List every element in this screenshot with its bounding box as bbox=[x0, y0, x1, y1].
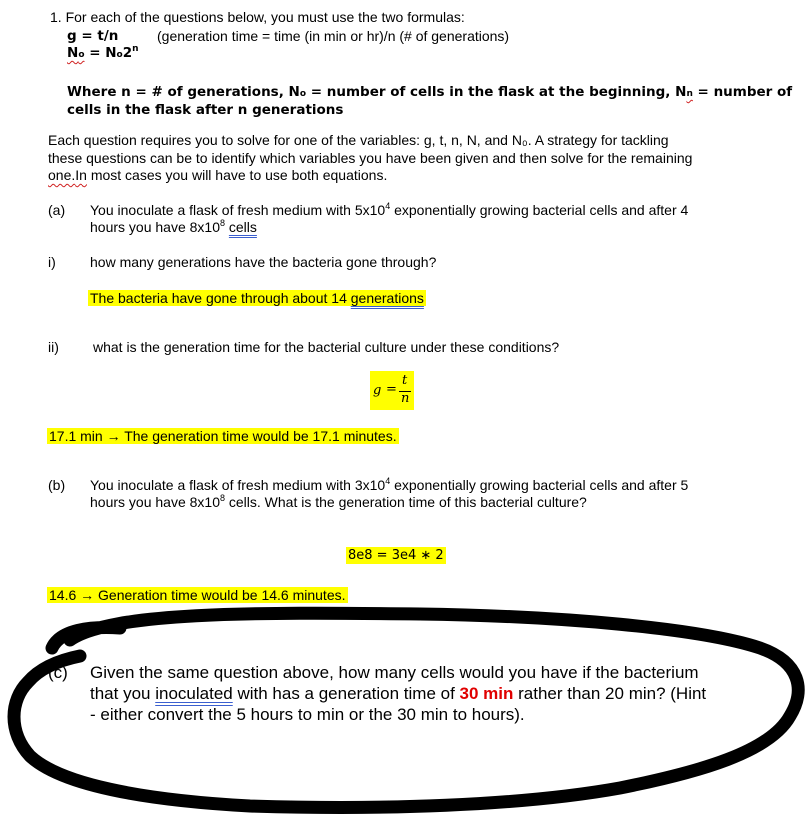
question-b-line2: hours you have $8x10^8$ cells. What is the generation time of this bacterial culture? bbox=[90, 493, 587, 510]
sub-question-i-label: i) bbox=[48, 254, 56, 270]
where-definitions-line1: Where n = # of generations, No = number of cells in the flask at the beginning, Nn = number of bbox=[67, 84, 793, 100]
where-definitions-line2: cells in the flask after n generations bbox=[67, 102, 344, 118]
question-c-line3: - either convert the 5 hours to min or the 30 min to hours). bbox=[90, 705, 525, 724]
question-c-line1: Given the same question above, how many cells would you have if the bacterium bbox=[90, 663, 699, 682]
equation-g: g bbox=[373, 383, 382, 398]
question-b-answer: 14.6 → Generation time would be 14.6 minutes. bbox=[49, 587, 346, 603]
question-b-equation: 8e8 = 3e4 ∗ 2 bbox=[348, 548, 444, 563]
instructions-line3: one.In most cases you will have to use both equations. bbox=[48, 167, 388, 183]
instructions-line1: Each question requires you to solve for one of the variables: g, t, n, N, and N₀. A strategy for tackling bbox=[48, 132, 669, 148]
question-a-label: (a) bbox=[48, 202, 66, 218]
formula-cell-count: $No = No2^n$ bbox=[67, 44, 139, 61]
equation-t: t bbox=[402, 373, 408, 388]
equation-n: n bbox=[401, 391, 410, 406]
sub-question-ii-answer: 17.1 min → The generation time would be 17.1 minutes. bbox=[49, 428, 397, 444]
question-b-label: (b) bbox=[48, 477, 66, 493]
equation-equals: = bbox=[386, 382, 397, 397]
formula-generation-time: g = t/n bbox=[67, 28, 119, 44]
sub-question-ii-label: ii) bbox=[48, 339, 59, 355]
question-a-line1: You inoculate a flask of fresh medium with $5x10^4$ exponentially growing bacterial cells and after 4 bbox=[90, 201, 689, 218]
formula-generation-time-note: (generation time = time (in min or hr)/n (# of generations) bbox=[157, 28, 510, 44]
sub-question-ii-text: what is the generation time for the bacterial culture under these conditions? bbox=[93, 339, 560, 355]
question-c-label: (c) bbox=[48, 663, 68, 682]
sub-question-i-answer: The bacteria have gone through about 14 generations bbox=[90, 290, 424, 306]
question-b-line1: You inoculate a flask of fresh medium with $3x10^4$ exponentially growing bacterial cells and after 5 bbox=[90, 476, 689, 493]
sub-question-i-text: how many generations have the bacteria gone through? bbox=[90, 254, 437, 270]
intro-text: 1. For each of the questions below, you must use the two formulas: bbox=[50, 9, 465, 25]
instructions-line2: these questions can be to identify which variables you have been given and then solve for the remaining bbox=[48, 150, 693, 166]
question-a-line2: hours you have $8x10^8$ cells bbox=[90, 218, 257, 235]
question-c-line2: that you inoculated with has a generation time of 30 min rather than 20 min? (Hint bbox=[90, 684, 707, 703]
